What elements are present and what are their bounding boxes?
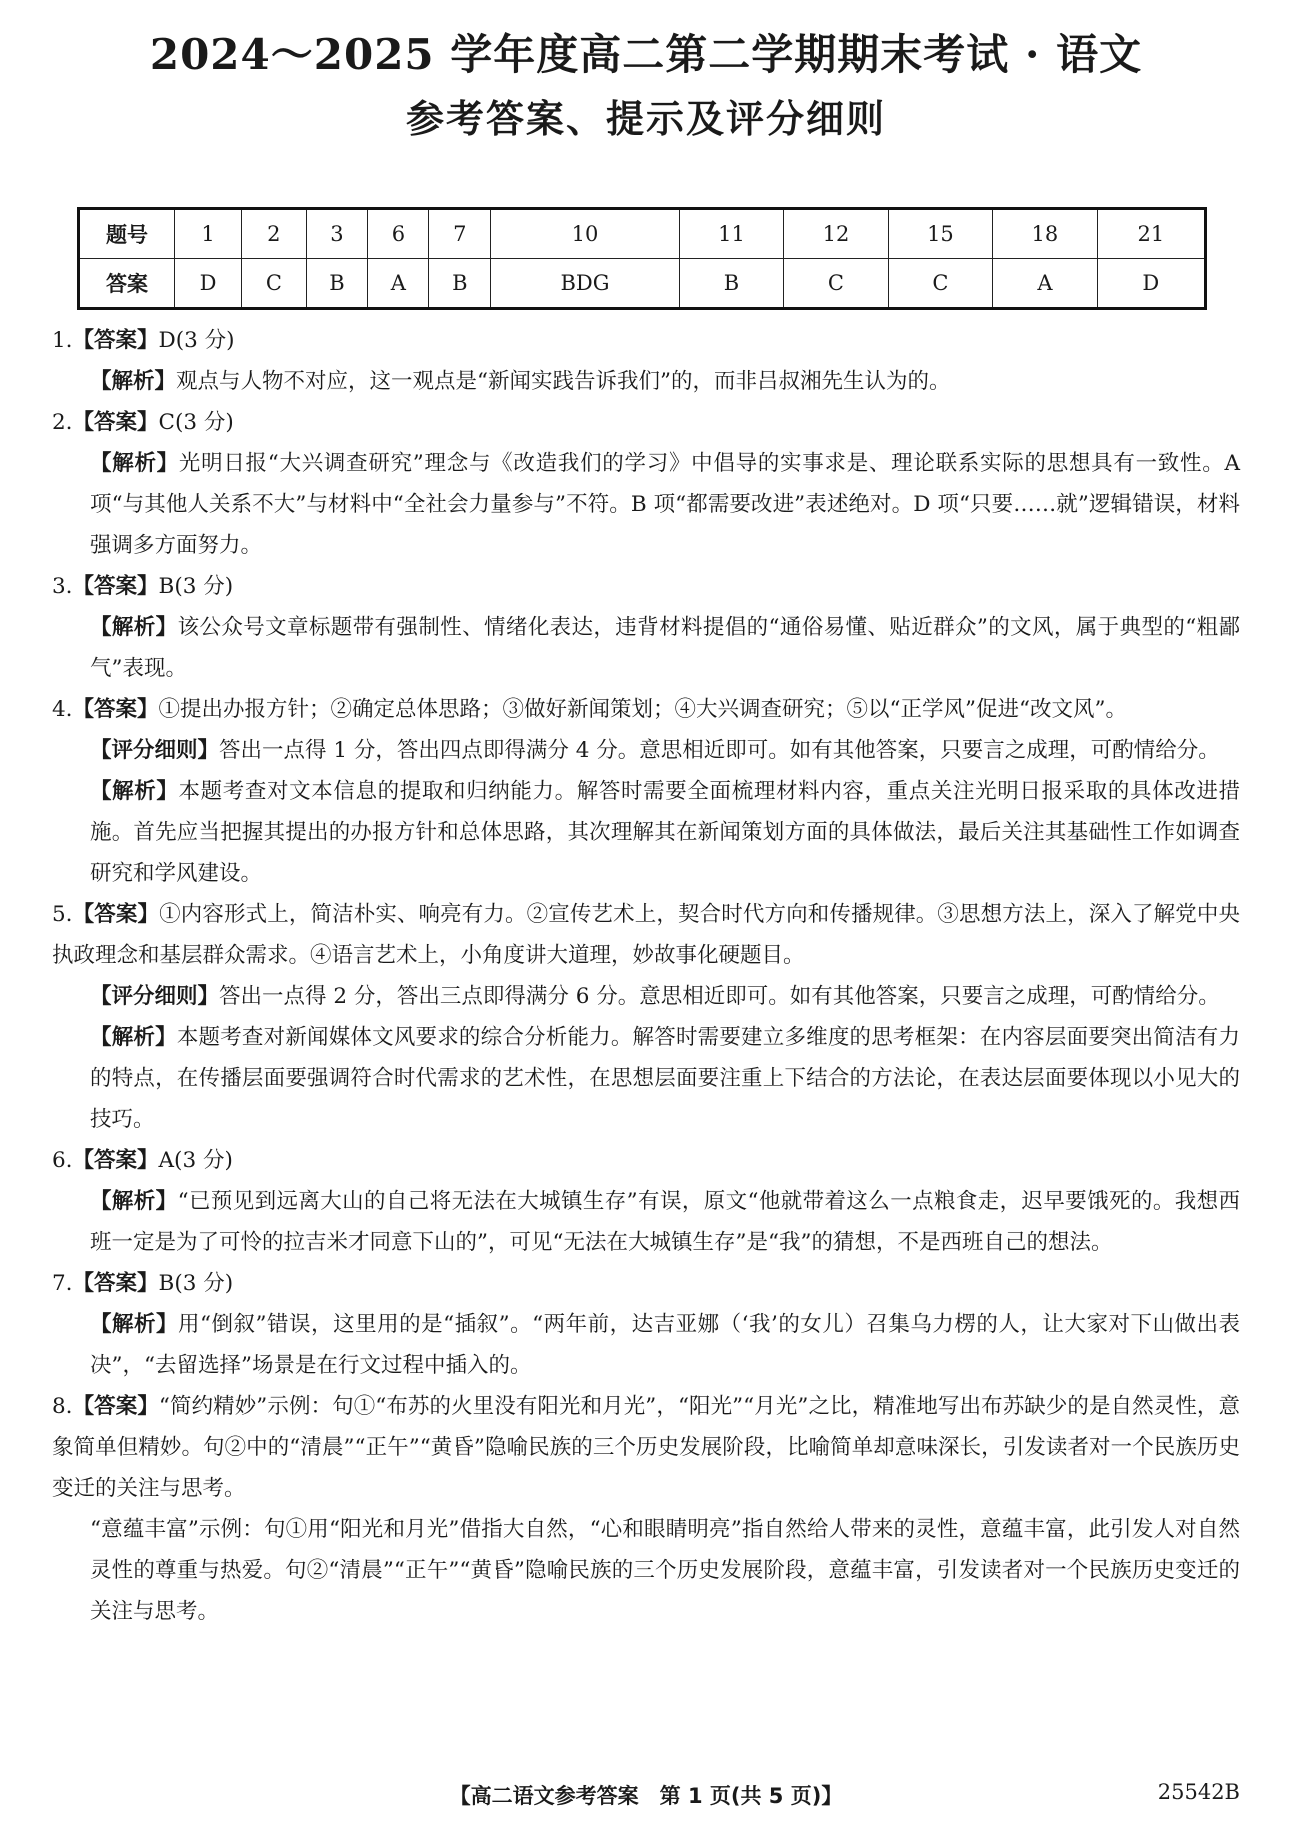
answer-tag: 【答案】 [72,902,160,927]
question-number: 8. [52,1394,73,1419]
table-cell: 7 [429,209,491,259]
question-number: 4. [52,697,73,722]
answer-text: C(3 分) [158,410,234,435]
q6-analysis [52,1181,1240,1263]
table-cell: A [368,259,429,309]
table-cell: 3 [306,209,368,259]
answer-tag: 【答案】 [72,574,159,599]
answer-tag: 【答案】 [72,410,159,435]
answer-tag: 【答案】 [72,697,159,722]
row-label-number: 题号 [79,209,175,259]
analysis-text: 该公众号文章标题带有强制性、情绪化表达，违背材料提倡的“通俗易懂、贴近群众”的文风，属于典型的“粗鄙气”表现。 [90,615,1240,681]
answer-text: ①内容形式上，简洁朴实、响亮有力。②宣传艺术上，契合时代方向和传播规律。③思想方法上，深入了解党中央执政理念和基层群众需求。④语言艺术上，小角度讲大道理，妙故事化硬题目。 [52,902,1240,968]
table-cell: 1 [175,209,242,259]
scoring-tag: 【评分细则】 [90,984,220,1009]
table-cell: B [306,259,368,309]
answer-text: “意蕴丰富”示例：句①用“阳光和月光”借指大自然，“心和眼睛明亮”指自然给人带来的灵性，意蕴丰富，此引发人对自然灵性的尊重与热爱。句②“清晨”“正午”“黄昏”隐喻民族的三个历史发展阶段，意蕴丰富，引发读者对一个民族历史变迁的关注与思考。 [90,1517,1240,1624]
analysis-tag: 【解析】 [90,779,179,804]
question-number: 3. [52,574,73,599]
table-cell: 21 [1097,209,1205,259]
answer-tag: 【答案】 [72,1271,159,1296]
analysis-tag: 【解析】 [90,1189,178,1214]
q3-answer [52,566,1240,607]
q5-scoring [52,976,1240,1017]
q2-answer [52,402,1240,443]
scoring-text: 答出一点得 2 分，答出三点即得满分 6 分。意思相近即可。如有其他答案，只要言之成理，可酌情给分。 [219,984,1220,1009]
analysis-tag: 【解析】 [90,615,178,640]
answer-text: D(3 分) [158,328,235,353]
q8-answer-example-2 [52,1509,1240,1632]
q5-answer [52,894,1240,976]
analysis-text: 光明日报“大兴调查研究”理念与《改造我们的学习》中倡导的实事求是、理论联系实际的思想具有一致性。A 项“与其他人关系不大”与材料中“全社会力量参与”不符。B 项“都需要改进”表述绝对。D 项“只要……就”逻辑错误，材料强调多方面努力。 [90,451,1240,558]
page-title: 2024～2025 学年度高二第二学期期末考试 · 语文 [149,30,1143,79]
table-cell: 18 [993,209,1097,259]
table-cell: 6 [368,209,429,259]
q4-scoring [52,730,1240,771]
page-footer: 【高二语文参考答案 第 1 页(共 5 页)】 [449,1784,843,1808]
analysis-text: 本题考查对文本信息的提取和归纳能力。解答时需要全面梳理材料内容，重点关注光明日报采取的具体改进措施。首先应当把握其提出的办报方针和总体思路，其次理解其在新闻策划方面的具体做法，最后关注其基础性工作如调查研究和学风建设。 [90,779,1240,886]
answer-text: B(3 分) [158,1271,234,1296]
answer-content [52,320,1240,1632]
answer-text: B(3 分) [158,574,234,599]
answer-table-answer-row [79,259,1206,309]
table-cell: D [175,259,242,309]
table-cell: 2 [242,209,306,259]
analysis-tag: 【解析】 [90,1025,177,1050]
answer-tag: 【答案】 [72,328,159,353]
answer-tag: 【答案】 [72,1148,159,1173]
table-cell: 15 [888,209,992,259]
question-number: 2. [52,410,73,435]
analysis-text: 观点与人物不对应，这一观点是“新闻实践告诉我们”的，而非吕叔湘先生认为的。 [176,369,951,394]
document-code: 25542B [1157,1780,1240,1804]
analysis-text: 用“倒叙”错误，这里用的是“插叙”。“两年前，达吉亚娜（‘我’的女儿）召集乌力楞的人，让大家对下山做出表决”，“去留选择”场景是在行文过程中插入的。 [90,1312,1240,1378]
q3-analysis [52,607,1240,689]
answer-tag: 【答案】 [72,1394,159,1419]
question-number: 1. [52,328,73,353]
answer-text: “简约精妙”示例：句①“布苏的火里没有阳光和月光”，“阳光”“月光”之比，精准地写出布苏缺少的是自然灵性，意象简单但精妙。句②中的“清晨”“正午”“黄昏”隐喻民族的三个历史发展阶段，比喻简单却意味深长，引发读者对一个民族历史变迁的关注与思考。 [52,1394,1240,1501]
table-cell: B [429,259,491,309]
q4-answer [52,689,1240,730]
table-cell: A [993,259,1097,309]
table-cell: D [1097,259,1205,309]
answer-table-number-row [79,209,1206,259]
analysis-tag: 【解析】 [90,1312,179,1337]
table-cell: C [888,259,992,309]
q2-analysis [52,443,1240,566]
q7-answer [52,1263,1240,1304]
q4-analysis [52,771,1240,894]
table-cell: B [679,259,783,309]
question-number: 5. [52,902,73,927]
table-cell: 11 [679,209,783,259]
scoring-tag: 【评分细则】 [90,738,220,763]
analysis-text: 本题考查对新闻媒体文风要求的综合分析能力。解答时需要建立多维度的思考框架：在内容层面要突出简洁有力的特点，在传播层面要强调符合时代需求的艺术性，在思想层面要注重上下结合的方法论，在表达层面要体现以小见大的技巧。 [90,1025,1240,1132]
question-number: 7. [52,1271,73,1296]
q1-analysis [52,361,1240,402]
q8-answer [52,1386,1240,1509]
table-cell: C [242,259,306,309]
analysis-tag: 【解析】 [90,451,179,476]
q6-answer [52,1140,1240,1181]
q1-answer [52,320,1240,361]
table-cell: C [784,259,888,309]
answer-table [77,207,1207,310]
row-label-answer: 答案 [79,259,175,309]
answer-text: ①提出办报方针；②确定总体思路；③做好新闻策划；④大兴调查研究；⑤以“正学风”促进“改文风”。 [158,697,1128,722]
answer-text: A(3 分) [158,1148,233,1173]
analysis-text: “已预见到远离大山的自己将无法在大城镇生存”有误，原文“他就带着这么一点粮食走，迟早要饿死的。我想西班一定是为了可怜的拉吉米才同意下山的”，可见“无法在大城镇生存”是“我”的猜想，不是西班自己的想法。 [90,1189,1240,1255]
q7-analysis [52,1304,1240,1386]
q5-analysis [52,1017,1240,1140]
page-subtitle: 参考答案、提示及评分细则 [405,96,886,141]
table-cell: 12 [784,209,888,259]
table-cell: BDG [491,259,680,309]
analysis-tag: 【解析】 [90,369,177,394]
question-number: 6. [52,1148,73,1173]
table-cell: 10 [491,209,680,259]
scoring-text: 答出一点得 1 分，答出四点即得满分 4 分。意思相近即可。如有其他答案，只要言之成理，可酌情给分。 [219,738,1220,763]
